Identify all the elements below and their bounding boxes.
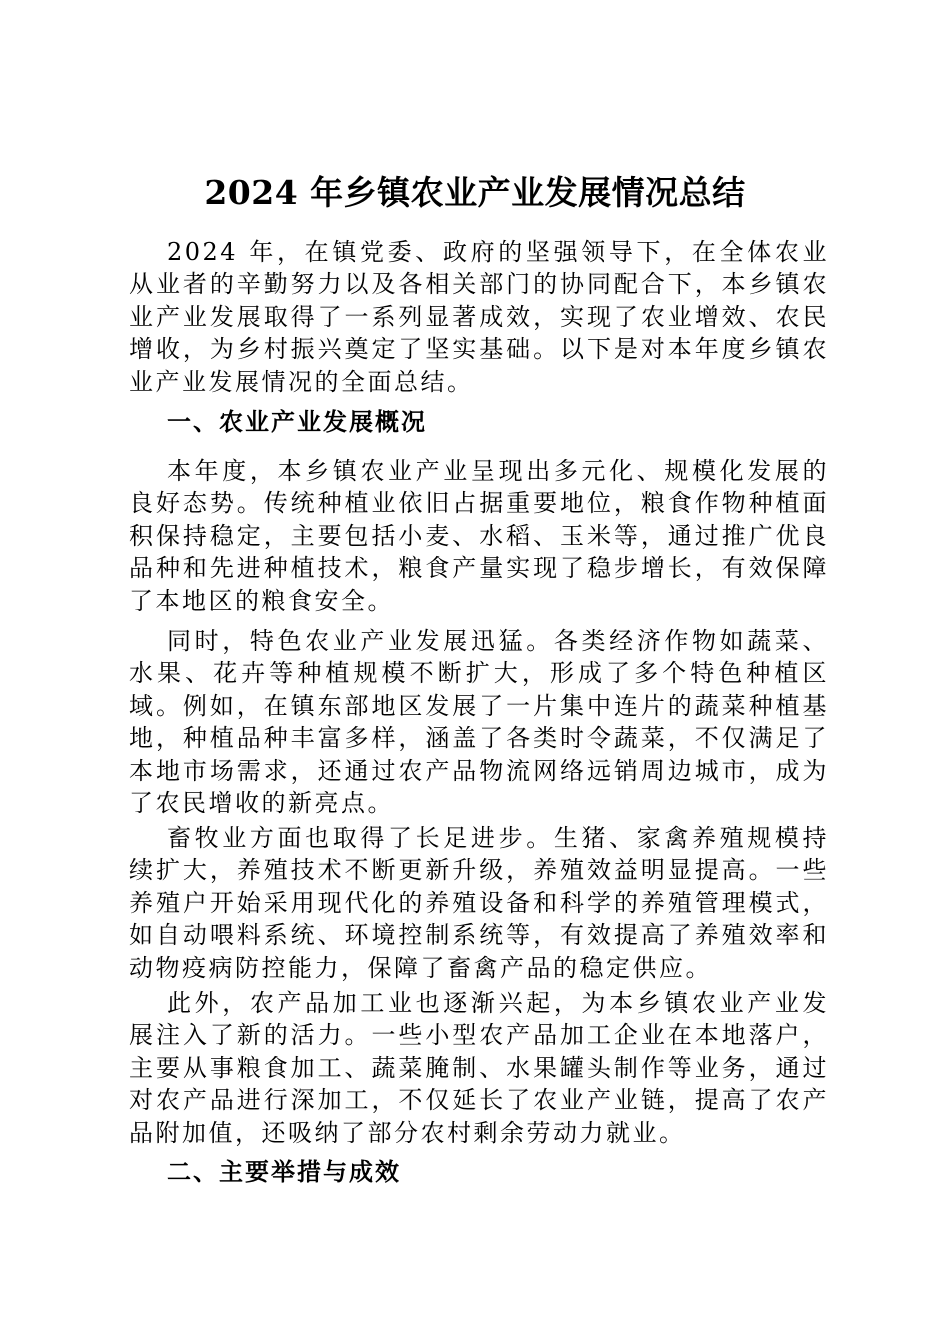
section-heading-measures: 二、主要举措与成效 [167,1157,401,1186]
paragraph-planting: 本年度，本乡镇农业产业呈现出多元化、规模化发展的良好态势。传统种植业依旧占据重要地位，粮食作物种植面积保持稳定，主要包括小麦、水稻、玉米等，通过推广优良品种和先进种植技术，粮食产量实现了稳步增长，有效保障了本地区的粮食安全。 [129,457,829,615]
paragraph-specialty-agriculture: 同时，特色农业产业发展迅猛。各类经济作物如蔬菜、水果、花卉等种植规模不断扩大，形成了多个特色种植区域。例如，在镇东部地区发展了一片集中连片的蔬菜种植基地，种植品种丰富多样，涵盖了各类时令蔬菜，不仅满足了本地市场需求，还通过农产品物流网络远销周边城市，成为了农民增收的新亮点。 [129,627,829,818]
intro-paragraph: 2024 年，在镇党委、政府的坚强领导下，在全体农业从业者的辛勤努力以及各相关部门的协同配合下，本乡镇农业产业发展取得了一系列显著成效，实现了农业增效、农民增收，为乡村振兴奠定了坚实基础。以下是对本年度乡镇农业产业发展情况的全面总结。 [129,238,829,396]
section-heading-overview: 一、农业产业发展概况 [167,407,427,436]
paragraph-processing: 此外，农产品加工业也逐渐兴起，为本乡镇农业产业发展注入了新的活力。一些小型农产品加工企业在本地落户，主要从事粮食加工、蔬菜腌制、水果罐头制作等业务，通过对农产品进行深加工，不仅延长了农业产业链，提高了农产品附加值，还吸纳了部分农村剩余劳动力就业。 [129,989,829,1147]
paragraph-livestock: 畜牧业方面也取得了长足进步。生猪、家禽养殖规模持续扩大，养殖技术不断更新升级，养殖效益明显提高。一些养殖户开始采用现代化的养殖设备和科学的养殖管理模式，如自动喂料系统、环境控制系统等，有效提高了养殖效率和动物疫病防控能力，保障了畜禽产品的稳定供应。 [129,824,829,982]
document-title: 2024 年乡镇农业产业发展情况总结 [204,173,746,212]
